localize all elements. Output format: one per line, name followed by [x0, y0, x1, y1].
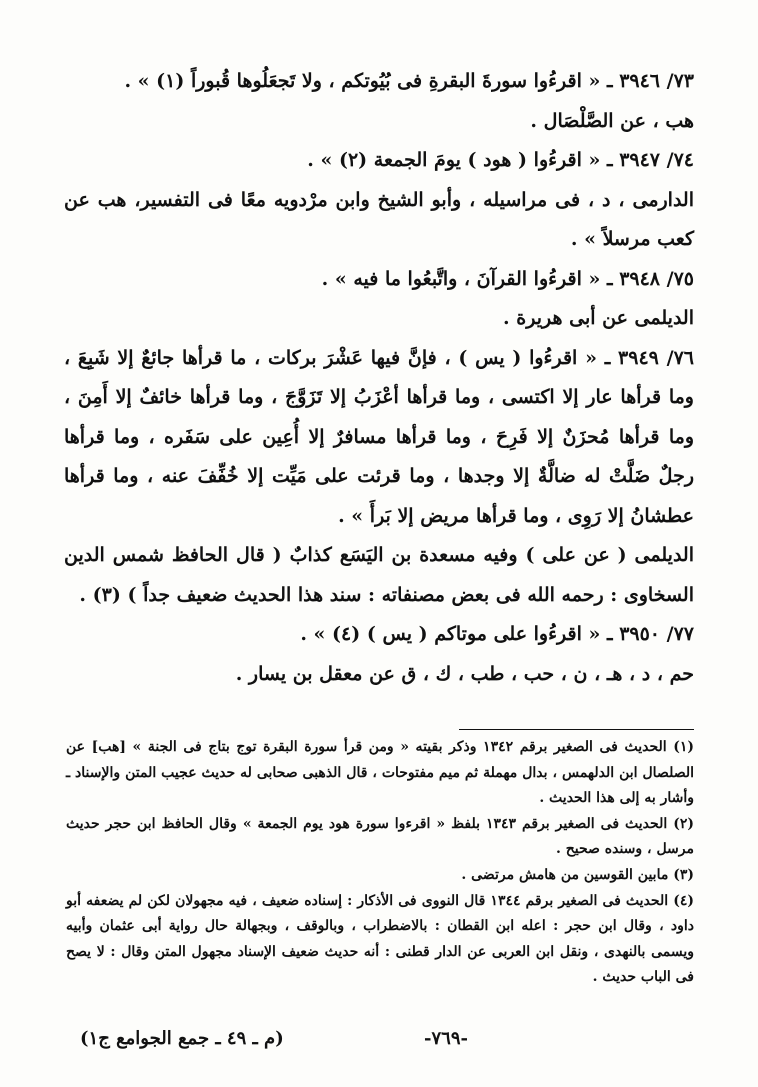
hadith-3949-source: الديلمى ( عن على ) وفيه مسعدة بن اليَسَع كذابٌ ( قال الحافظ شمس الدين السخاوى : رحمه الله فى بعض مصنفاته : سند هذا الحديث ضعيف جداً ) (٣) . [64, 544, 694, 606]
footnote-separator [459, 729, 694, 730]
signature-mark: (م ـ ٤٩ ـ جمع الجوامع ج١) [80, 1028, 284, 1049]
page-number: -٧٦٩- [424, 1028, 468, 1049]
hadith-3946: ٧٣/ ٣٩٤٦ ـ « اقرءُوا سورةَ البقرةِ فى بُيُوتكم ، ولا تَجعَلُوها قُبوراً (١) » . [124, 70, 694, 92]
footnote-1: (١) الحديث فى الصغير برقم ١٣٤٢ وذكر بقيته « ومن قرأ سورة البقرة توج بتاج فى الجنة » [هب] عن الصلصال ابن الدلهمس ، بدال مهملة ثم ميم مفتوحات ، قال الذهبى صحابى له حديث عجيب المتن والإسناد ـ وأشار به إلى هذا الحديث . [66, 739, 694, 807]
hadith-3948: ٧٥/ ٣٩٤٨ ـ « اقرءُوا القرآنَ ، واتَّبعُوا ما فيه » . [321, 267, 694, 290]
hadith-3950-source: حم ، د ، هـ ، ن ، حب ، طب ، ك ، ق عن معقل بن يسار . [235, 662, 694, 685]
hadith-3946-source: هب ، عن الصَّلْصَال . [530, 109, 694, 132]
footnote-3: (٣) مابين القوسين من هامش مرتضى . [461, 866, 694, 883]
hadith-3950: ٧٧/ ٣٩٥٠ ـ « اقرءُوا على موتاكم ( يس ) (٤) » . [300, 623, 694, 645]
footnote-4: (٤) الحديث فى الصغير برقم ١٣٤٤ قال النووى فى الأذكار : إسناده ضعيف ، فيه مجهولان لكن لم يضعفه أبو داود ، وقال ابن حجر : اعله ابن القطان : بالاضطراب ، وبالوقف ، وبجهالة حال رواية أبى عثمان وأبيه ويسمى بالنهدى ، ونقل ابن العربى عن الدار قطنى : أنه حديث ضعيف الإسناد مجهول المتن وقال : لا يصح فى الباب حديث . [66, 892, 694, 986]
hadith-3947: ٧٤/ ٣٩٤٧ ـ « اقرءُوا ( هود ) يومَ الجمعة (٢) » . [307, 149, 694, 171]
hadith-3948-source: الديلمى عن أبى هريرة . [503, 307, 694, 329]
footnotes [66, 735, 694, 991]
main-text [64, 62, 694, 694]
hadith-3949: ٧٦/ ٣٩٤٩ ـ « اقرءُوا ( يس ) ، فإنَّ فيها عَشْرَ بركات ، ما قرأها جائعٌ إلا شَبِعَ ، وما قرأها عار إلا اكتسى ، وما قرأها أعْزَبُ إلا تَزَوَّجَ ، وما قرأها خائفٌ إلا أَمِنَ ، وما قرأها مُحزَنٌ إلا فَرِحَ ، وما قرأها مسافرٌ إلا أُعِين على سَفَره ، وما قرأها رجلٌ ضَلَّتْ له ضالَّةٌ إلا وجدها ، وما قرئت على مَيِّت إلا خُفِّفَ عنه ، وما قرأها عطشانُ إلا رَوِى ، وما قرأها مريض إلا بَرأَ » . [64, 346, 694, 527]
footnote-2: (٢) الحديث فى الصغير برقم ١٣٤٣ بلفظ « اقرءوا سورة هود يوم الجمعة » وقال الحافظ ابن حجر حديث مرسل ، وسنده صحيح . [66, 815, 694, 858]
hadith-3947-source: الدارمى ، د ، فى مراسيله ، وأبو الشيخ وابن مرْدويه معًا فى التفسير، هب عن كعب مرسلاً » . [64, 188, 694, 250]
